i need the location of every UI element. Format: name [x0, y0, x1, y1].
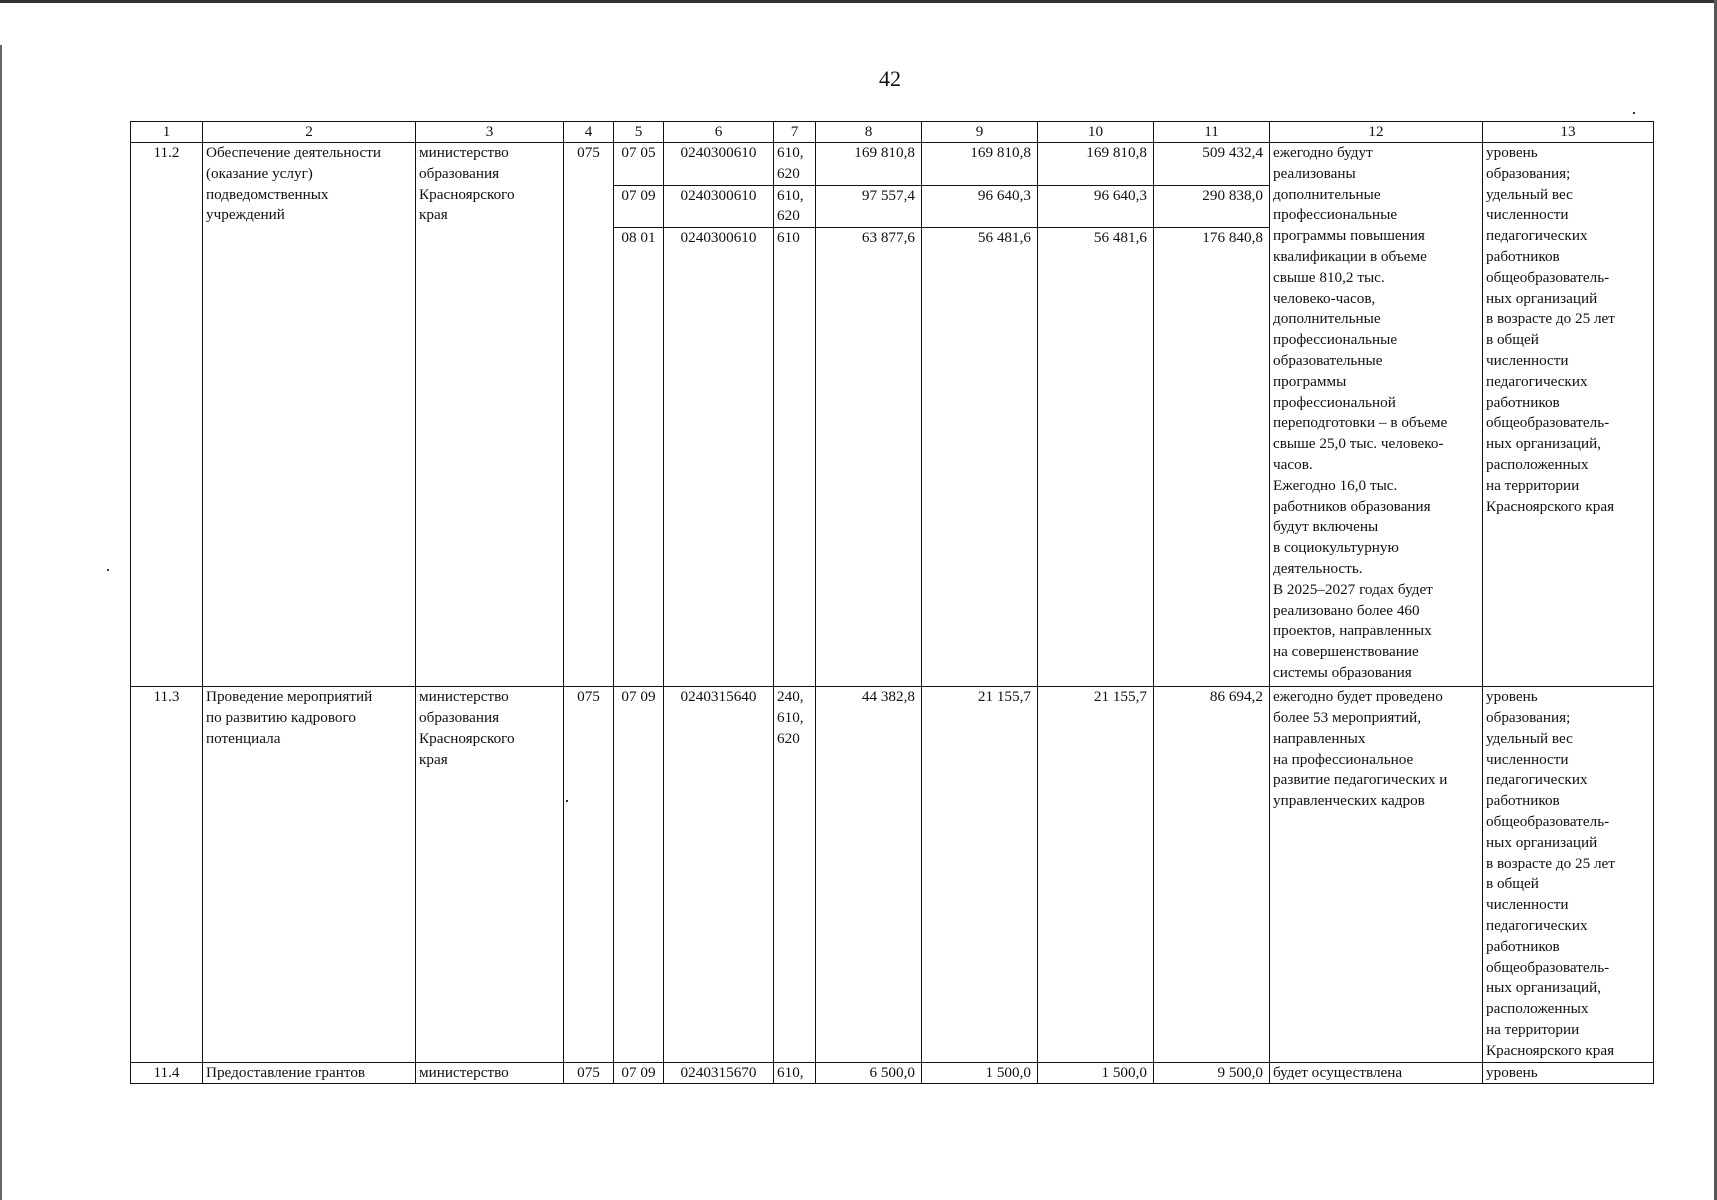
activity-name: Проведение мероприятий по развитию кадрового потенциала [203, 687, 416, 1062]
amount-year-2: 21 155,7 [922, 687, 1038, 1062]
table-header-row [131, 122, 1654, 143]
responsible-ministry: министерство образования Красноярского края [416, 143, 564, 687]
target-article-code: 0240315670 [664, 1062, 774, 1084]
amount-year-1: 97 557,4 [816, 185, 922, 228]
scan-edge-top [0, 0, 1717, 3]
amount-year-2: 96 640,3 [922, 185, 1038, 228]
amount-total: 509 432,4 [1154, 143, 1270, 186]
column-header: 10 [1038, 122, 1154, 143]
amount-year-1: 169 810,8 [816, 143, 922, 186]
target-article-code: 0240300610 [664, 228, 774, 687]
amount-total: 290 838,0 [1154, 185, 1270, 228]
grbs-code: 075 [564, 143, 614, 687]
amount-year-1: 44 382,8 [816, 687, 922, 1062]
expense-type-code: 240, 610, 620 [774, 687, 816, 1062]
section-code: 07 09 [614, 1062, 664, 1084]
section-code: 07 09 [614, 185, 664, 228]
column-header: 11 [1154, 122, 1270, 143]
table-row [131, 1062, 1654, 1084]
column-header: 1 [131, 122, 203, 143]
amount-year-2: 1 500,0 [922, 1062, 1038, 1084]
amount-year-3: 1 500,0 [1038, 1062, 1154, 1084]
table-row [131, 143, 1654, 186]
grbs-code: 075 [564, 687, 614, 1062]
amount-year-3: 96 640,3 [1038, 185, 1154, 228]
amount-total: 86 694,2 [1154, 687, 1270, 1062]
budget-table [130, 121, 1654, 1084]
amount-year-1: 63 877,6 [816, 228, 922, 687]
responsible-ministry: министерство [416, 1062, 564, 1084]
target-indicator: уровень образования; удельный вес численности педагогических работников общеобразователь- ных организаций в возрасте до 25 лет в общей численности педагогических работников общеобразователь- ных организаций, расположенных на территории Красноярского края [1483, 687, 1654, 1062]
amount-year-3: 169 810,8 [1038, 143, 1154, 186]
row-number: 11.4 [131, 1062, 203, 1084]
column-header: 4 [564, 122, 614, 143]
amount-year-3: 21 155,7 [1038, 687, 1154, 1062]
scan-speck [107, 569, 109, 571]
column-header: 2 [203, 122, 416, 143]
scan-speck [1633, 112, 1635, 114]
activity-name: Обеспечение деятельности (оказание услуг) подведомственных учреждений [203, 143, 416, 687]
amount-total: 9 500,0 [1154, 1062, 1270, 1084]
expected-result: ежегодно будет проведено более 53 мероприятий, направленных на профессиональное развитие педагогических и управленческих кадров [1270, 687, 1483, 1062]
expense-type-code: 610, 620 [774, 143, 816, 186]
table-row [131, 687, 1654, 1062]
target-article-code: 0240300610 [664, 143, 774, 186]
section-code: 07 09 [614, 687, 664, 1062]
target-indicator: уровень образования; удельный вес численности педагогических работников общеобразователь- ных организаций в возрасте до 25 лет в общей численности педагогических работников общеобразователь- ных организаций, расположенных на территории Красноярского края [1483, 143, 1654, 687]
expense-type-code: 610, [774, 1062, 816, 1084]
column-header: 7 [774, 122, 816, 143]
expense-type-code: 610 [774, 228, 816, 687]
target-article-code: 0240315640 [664, 687, 774, 1062]
column-header: 5 [614, 122, 664, 143]
scan-edge-left [0, 45, 2, 1200]
section-code: 07 05 [614, 143, 664, 186]
responsible-ministry: министерство образования Красноярского края [416, 687, 564, 1062]
column-header: 12 [1270, 122, 1483, 143]
activity-name: Предоставление грантов [203, 1062, 416, 1084]
section-code: 08 01 [614, 228, 664, 687]
column-header: 3 [416, 122, 564, 143]
column-header: 8 [816, 122, 922, 143]
amount-year-1: 6 500,0 [816, 1062, 922, 1084]
grbs-code: 075 [564, 1062, 614, 1084]
amount-year-2: 169 810,8 [922, 143, 1038, 186]
target-article-code: 0240300610 [664, 185, 774, 228]
row-number: 11.3 [131, 687, 203, 1062]
page-number: 42 [879, 66, 901, 91]
amount-total: 176 840,8 [1154, 228, 1270, 687]
row-number: 11.2 [131, 143, 203, 687]
target-indicator: уровень [1483, 1062, 1654, 1084]
expected-result: ежегодно будут реализованы дополнительные профессиональные программы повышения квалификации в объеме свыше 810,2 тыс. человеко-часов, дополнительные профессиональные образовательные программы профессиональной переподготовки – в объеме свыше 25,0 тыс. человеко- часов. Ежегодно 16,0 тыс. работников образования будут включены в социокультурную деятельность. В 2025–2027 годах будет реализовано более 460 проектов, направленных на совершенствование системы образования [1270, 143, 1483, 687]
amount-year-3: 56 481,6 [1038, 228, 1154, 687]
amount-year-2: 56 481,6 [922, 228, 1038, 687]
expected-result: будет осуществлена [1270, 1062, 1483, 1084]
column-header: 9 [922, 122, 1038, 143]
expense-type-code: 610, 620 [774, 185, 816, 228]
column-header: 13 [1483, 122, 1654, 143]
column-header: 6 [664, 122, 774, 143]
